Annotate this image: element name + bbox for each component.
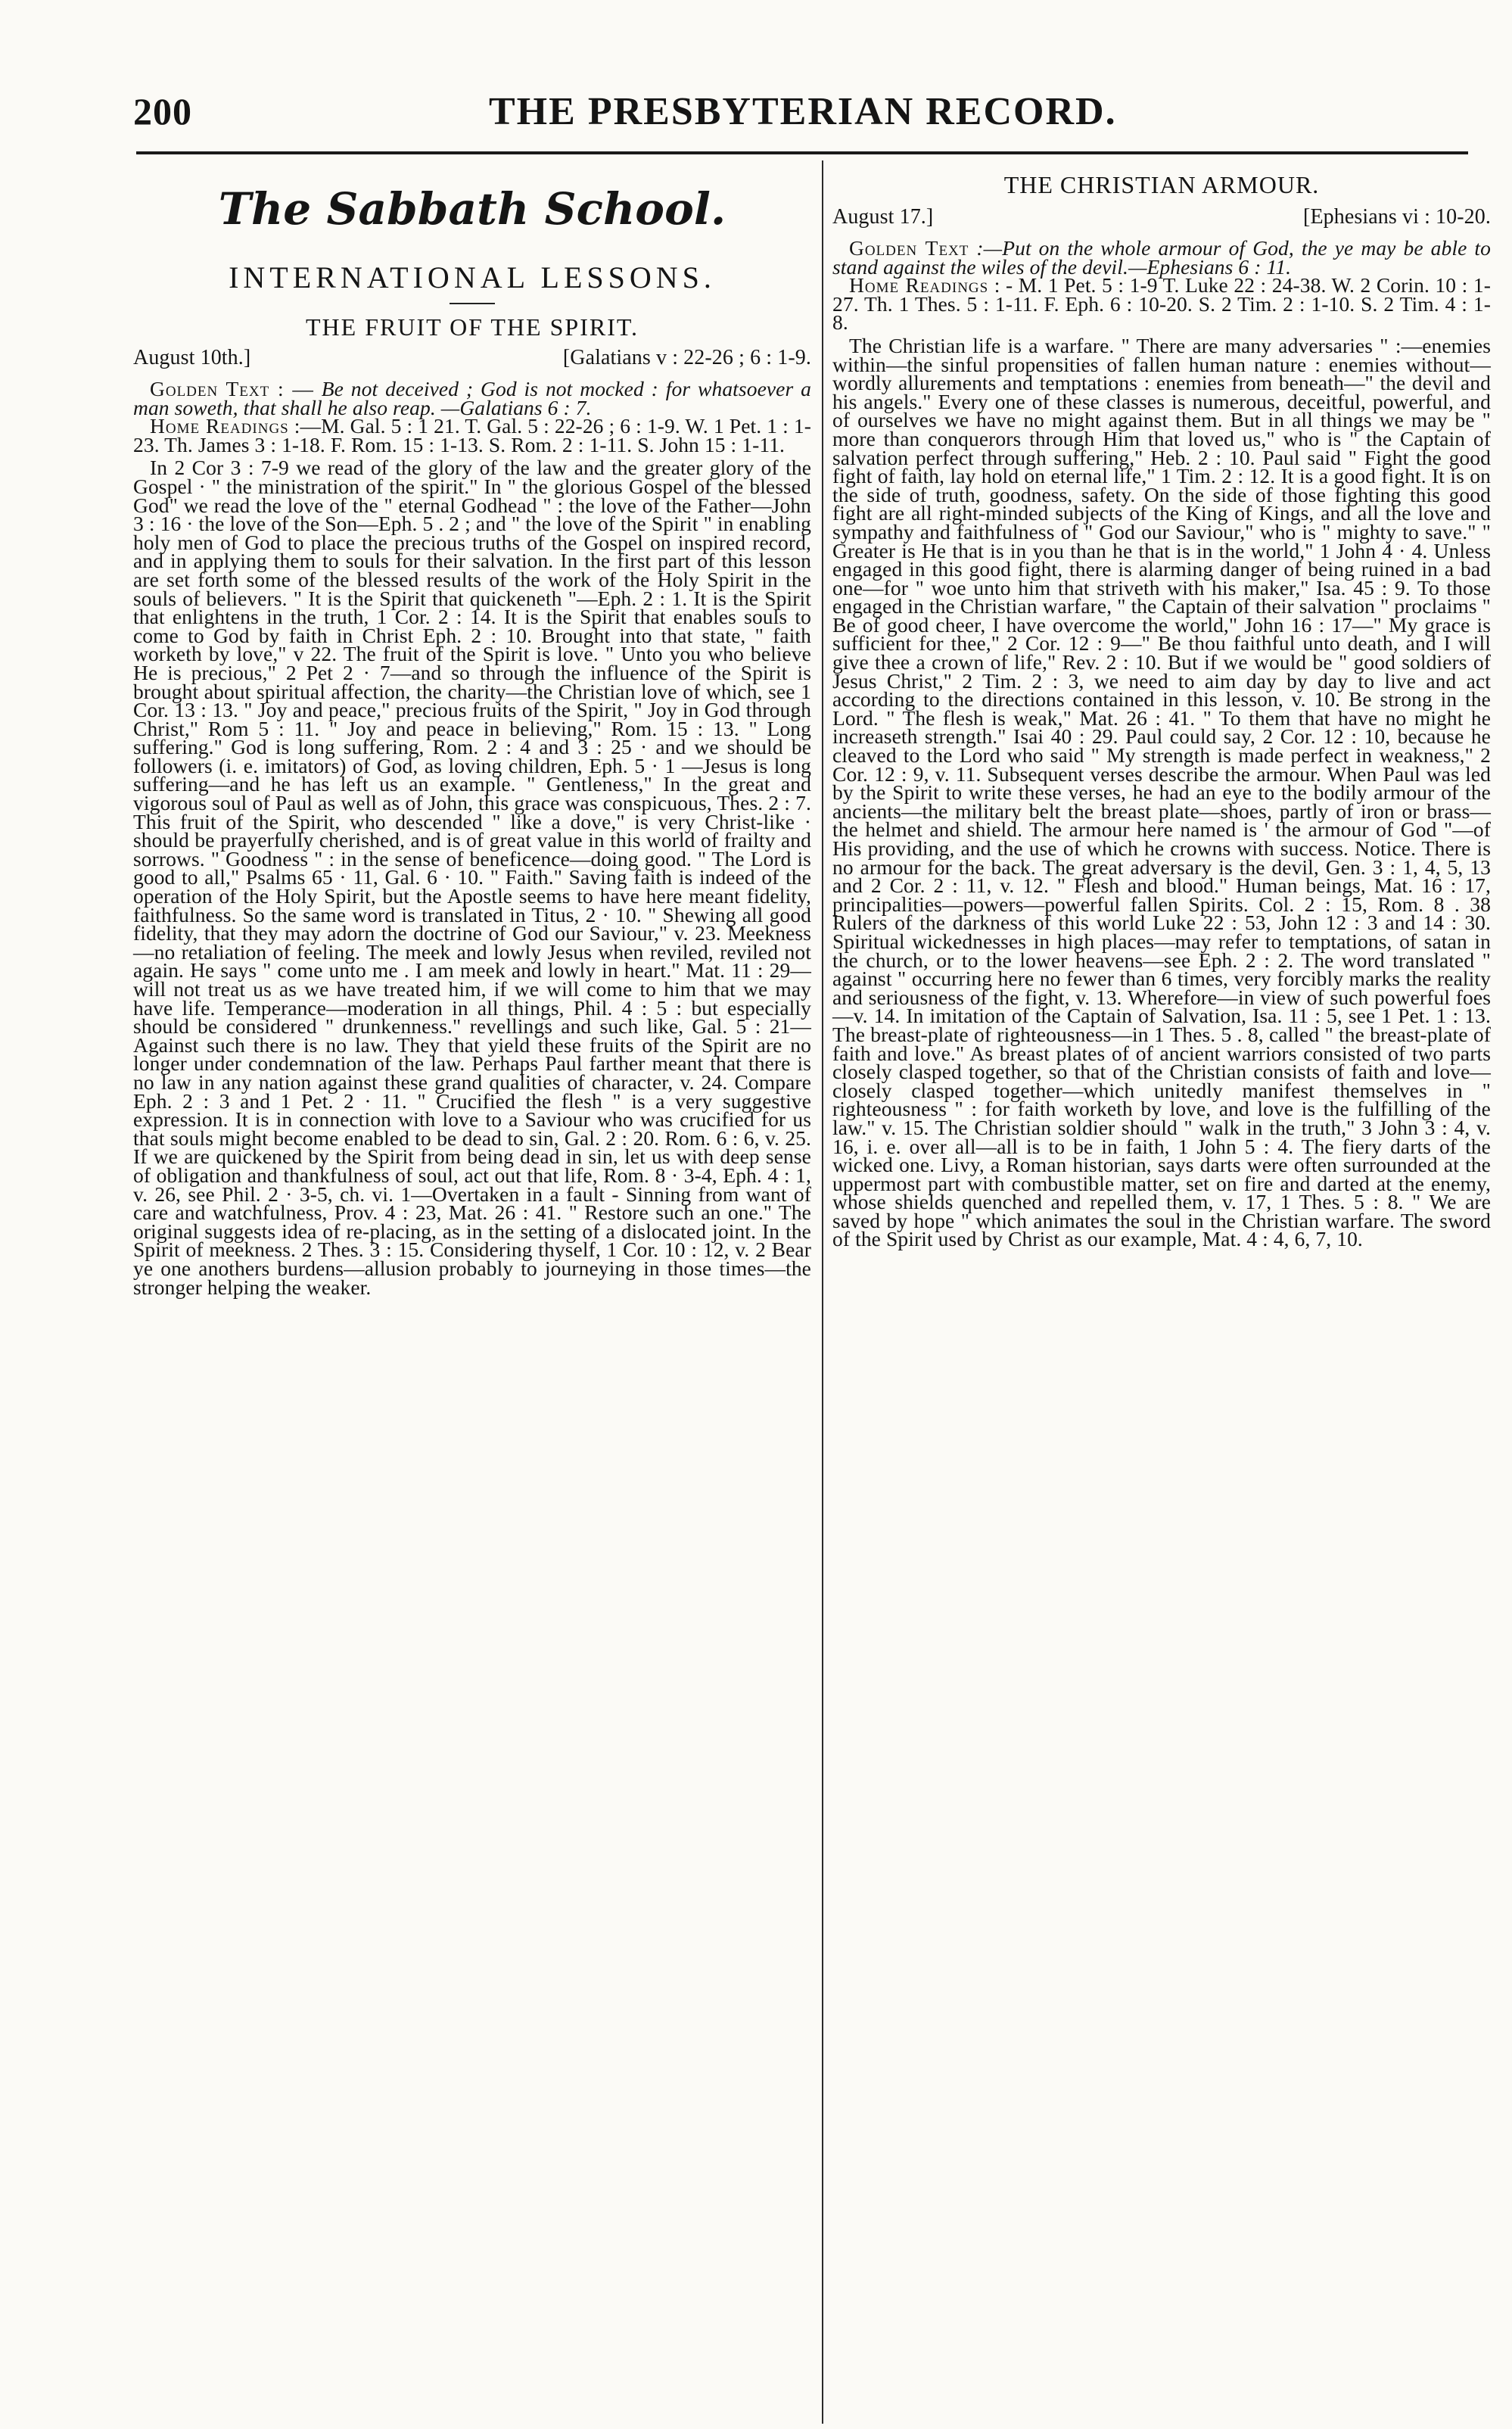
right-column: [832, 165, 1491, 1249]
section-title: The Sabbath School.: [218, 183, 726, 235]
home-readings: [832, 273, 1491, 335]
page-header: [133, 89, 1483, 142]
golden-label: Golden Text : —: [150, 377, 314, 400]
home-readings-label: Home Readings: [849, 273, 989, 297]
header-rule: [136, 151, 1468, 154]
golden-text: [133, 377, 811, 419]
lesson-date-line: [832, 206, 1491, 229]
lesson-date-line: [133, 347, 811, 369]
home-readings-body: :—M. Gal. 5 : 1 21. T. Gal. 5 : 22-26 ; 6 : 1-9. W. 1 Pet. 1 : 1-23. Th. James 3 : 1-18. F. Rom. 15 : 1-13. S. Rom. 2 : 1-11. S. John 15 : 1-11.: [133, 414, 811, 456]
lesson-reference: [Ephesians vi : 10-20.: [1303, 205, 1491, 229]
lesson-title: THE CHRISTIAN ARMOUR.: [1003, 171, 1320, 198]
lesson-body: The Christian life is a warfare. " There are many adversaries " :—enemies within—the sinful propensities of fallen human nature : enemies without—wordly allurements and temptations : enemies from beneath—" the devil and his angels." Every one of these classes is numerous, deceitful, powerful, and of ourselves we have no might against them. But in all things we may be " more than conquerors through Him that loved us," who is " the Captain of salvation perfect through suffering," Heb. 2 : 10. Paul said " Fight the good fight of faith, lay hold on eternal life," 1 Tim. 2 : 12. It is a good fight. It is on the side of truth, goodness, safety. On the side of those fighting this good fight are all right-minded subjects of the King of Kings, and all the love and sympathy and faithfulness of " God our Saviour," who is " mighty to save." " Greater is He that is in you than he that is in the world," 1 John 4 · 4. Unless engaged in this good fight, there is alarming danger of being ruined in a bad one—for " woe unto him that striveth with his maker," Isa. 45 : 9. To those engaged in the Christian warfare, " the Captain of their salvation " proclaims " Be of good cheer, I have overcome the world," John 16 : 17—" My grace is sufficient for thee," 2 Cor. 12 : 9—" Be thou faithful unto death, and I will give thee a crown of life," Rev. 2 : 10. But if we would be " good soldiers of Jesus Christ," 2 Tim. 2 : 3, we need to aim day by day to live and act according to the directions contained in this lesson, v. 10. Be strong in the Lord. " The flesh is weak," Mat. 26 : 41. " To them that have no might he increaseth strength." Isai 40 : 29. Paul could say, 2 Cor. 12 : 10, because he cleaved to the Lord who said " My strength is made perfect in weakness," 2 Cor. 12 : 9, v. 11. Subsequent verses describe the armour. When Paul was led by the Spirit to write these verses, he had an eye to the bodily armour of the ancients—the military belt the breast plate—shoes, partly of iron or brass—the helmet and shield. The armour here named is ' the armour of God "—of His providing, and the use of which he crowns with success. Notice. There is no armour for the back. The great adversary is the devil, Gen. 3 : 1, 4, 5, 13 and 2 Cor. 2 : 11, v. 12. " Flesh and blood." Human beings, Mat. 16 : 17, principalities—powers—powerful fallen Spirits. Col. 2 : 15, Rom. 8 . 38 Rulers of the darkness of this world Luke 22 : 53, John 12 : 3 and 14 : 30. Spiritual wickednesses in high places—may refer to temptations, of satan in the church, or to the lower heavens—see Eph. 2 : 2. The word translated " against " occurring here no fewer than 6 times, very forcibly marks the reality and seriousness of the fight, v. 13. Wherefore—in view of such powerful foes—v. 14. In imitation of the Captain of Salvation, Isa. 11 : 5, see 1 Pet. 1 : 13. The breast-plate of righteousness—in 1 Thes. 5 . 8, called " the breast-plate of faith and love." As breast plates of of ancient warriors consisted of two parts closely clasped together, so that of the Christian consists of faith and love—closely clasped together—which unitedly manifest themselves in " righteousness " : for faith worketh by love, and love is the fulfilling of the law." v. 15. The Christian soldier should " walk in the truth," 3 John 3 : 4, v. 16, i. e. over all—all is to be in faith, 1 John 5 : 4. The fiery darts of the wicked one. Livy, a Roman historian, says darts were often surrounded at the uppermost part with combustible matter, set on fire and darted at the enemy, whose shields quenched and repelled them, v. 17, 1 Thes. 5 : 8. " We are saved by hope " which animates the soul in the Christian warfare. The sword of the Spirit used by Christ as our example, Mat. 4 : 4, 6, 7, 10.: [832, 333, 1491, 1251]
golden-text: [832, 236, 1491, 279]
lesson-date: August 10th.]: [133, 346, 251, 369]
home-readings-body: : - M. 1 Pet. 5 : 1-9 T. Luke 22 : 24-38. W. 2 Corin. 10 : 1-27. Th. 1 Thes. 5 : 1-11. F. Eph. 6 : 10-20. S. 2 Tim. 2 : 1-10. S. 2 Tim. 4 : 1-8.: [832, 273, 1491, 335]
golden-text-body: :—Put on the whole armour of God, the ye may be able to stand against the wiles of the devil.—Ephesians 6 : 11.: [832, 236, 1491, 279]
lesson-reference: [Galatians v : 22-26 ; 6 : 1-9.: [562, 346, 811, 369]
page-number: 200: [133, 90, 192, 132]
short-rule: [450, 303, 495, 304]
golden-text-body: Be not deceived ; God is not mocked : for whatsoever a man soweth, that shall he also reap. —Galatians 6 : 7.: [133, 377, 811, 419]
golden-label: Golden Text: [849, 236, 969, 260]
lesson-title: THE FRUIT OF THE SPIRIT.: [305, 313, 639, 341]
running-title: THE PRESBYTERIAN RECORD.: [489, 90, 1117, 133]
home-readings: [133, 414, 811, 456]
series-title: INTERNATIONAL LESSONS.: [229, 260, 716, 294]
lesson-body: In 2 Cor 3 : 7-9 we read of the glory of the law and the greater glory of the Gospel · " the ministration of the spirit." In " the glorious Gospel of the blessed God" we read the love of the " eternal Godhead " : the love of the Father—John 3 : 16 · the love of the Son—Eph. 5 . 2 ; and " the love of the Spirit " in enabling holy men of God to place the precious truths of the Gospel on inspired record, and in applying them to souls for their salvation. In the first part of this lesson are set forth some of the blessed results of the work of the Holy Spirit in the souls of believers. " It is the Spirit that quickeneth "—Eph. 2 : 1. It is the Spirit that enlightens in the truth, 1 Cor. 2 : 14. It is the Spirit that enables souls to come to God by faith in Christ Eph. 2 : 10. Brought into that state, " faith worketh by love," v 22. The fruit of the Spirit is love. " Unto you who believe He is precious," 2 Pet 2 · 7—and so through the influence of the Spirit is brought about spiritual affection, the charity—the Christian love of which, see 1 Cor. 13 : 13. " Joy and peace," precious fruits of the Spirit, " Joy in God through Christ," Rom 5 : 11. " Joy and peace in believing," Rom. 15 : 13. " Long suffering." God is long suffering, Rom. 2 : 4 and 3 : 25 · and we should be followers (i. e. imitators) of God, as loving children, Eph. 5 · 1 —Jesus is long suffering—and he has left us an example. " Gentleness," In the great and vigorous soul of Paul as well as of John, this grace was conspicuous, Thes. 2 : 7. This fruit of the Spirit, who descended " like a dove," is very Christ-like · should be prayerfully cherished, and is of great value in this world of frailty and sorrows. " Goodness " : in the sense of beneficence—doing good. " The Lord is good to all," Psalms 65 · 11, Gal. 6 · 10. " Faith." Saving faith is indeed of the operation of the Holy Spirit, but the Apostle seems to have here meant fidelity, faithfulness. So the same word is translated in Titus, 2 · 10. " Shewing all good fidelity, that they may adorn the doctrine of God our Saviour," v. 23. Meekness—no retaliation of feeling. The meek and lowly Jesus when reviled, reviled not again. He says " come unto me . I am meek and lowly in heart." Mat. 11 : 29—will not treat us as we have treated him, if we will come to him that we may have life. Temperance—moderation in all things, Phil. 4 : 5 : but especially should be considered " drunkenness." revellings and such like, Gal. 5 : 21—Against such there is no law. They that yield these fruits of the Spirit are no longer under condemnation of the law. Perhaps Paul farther meant that there is no law in any nation against these grand qualities of character, v. 24. Compare Eph. 2 : 3 and 1 Pet. 2 · 11. " Crucified the flesh " is a very suggestive expression. It is in connection with love to a Saviour who was crucified for us that souls might become enabled to be dead to sin, Gal. 2 : 20. Rom. 6 : 6, v. 25. If we are quickened by the Spirit from being dead in sin, let us with deep sense of obligation and thankfulness of soul, act out that life, Rom. 8 · 3-4, Eph. 4 : 1, v. 26, see Phil. 2 · 3-5, ch. vi. 1—Overtaken in a fault - Sinning from want of care and watchfulness, Prov. 4 : 23, Mat. 26 : 41. " Restore such an one." The original suggests idea of re-placing, as in the setting of a dislocated joint. In the Spirit of meekness. 2 Thes. 3 : 15. Considering thyself, 1 Cor. 10 : 12, v. 2 Bear ye one anothers burdens—allusion probably to journeying in those times—the stronger helping the weaker.: [133, 456, 811, 1299]
lesson-date: August 17.]: [832, 205, 934, 229]
left-column: [133, 165, 811, 1297]
column-divider: [822, 160, 823, 2424]
home-readings-label: Home Readings: [150, 414, 289, 438]
